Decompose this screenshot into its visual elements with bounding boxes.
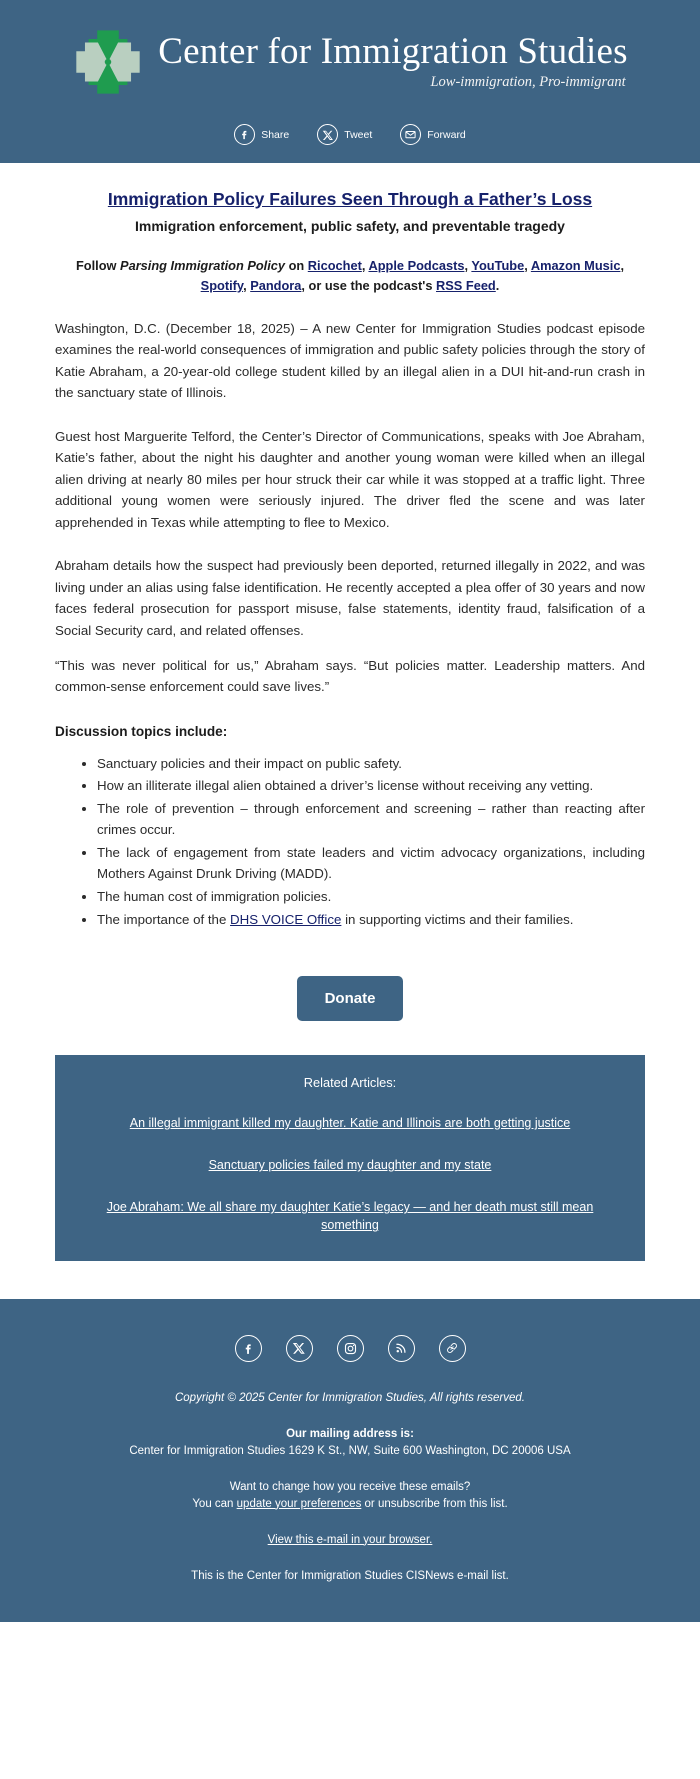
cis-compass-logo-icon [72,26,144,98]
update-preferences-link[interactable]: update your preferences [236,1497,362,1510]
related-article-link[interactable]: Joe Abraham: We all share my daughter Katie’s legacy — and her death must still mean something [106,1200,594,1233]
page-title[interactable]: Immigration Policy Failures Seen Through a Father’s Loss [107,189,593,209]
footer-social-row [40,1335,660,1362]
body-paragraph-2: Guest host Marguerite Telford, the Center’s Director of Communications, speaks with Joe Abraham, Katie’s father, about the night his daughter and another young woman were killed when an illegal alien driving at nearly 80 miles per hour struck their car while it was stopped at a traffic light. Three additional young women were seriously injured. The driver fled the scene and was later apprehended in Texas while attempting to flee to Mexico. [55,428,645,530]
follow-podcast-line: Follow Parsing Immigration Policy on Ricochet, Apple Podcasts, YouTube, Amazon Music, Spotify, Pandora, or use the podcast's RSS Feed. [75,257,625,293]
link-youtube[interactable]: YouTube [471,257,525,273]
share-facebook-link[interactable] [234,124,289,145]
brand-row [0,22,700,98]
link-spotify[interactable]: Spotify [200,277,244,293]
link-apple-podcasts[interactable]: Apple Podcasts [368,257,465,273]
page-subtitle: Immigration enforcement, public safety, and preventable tragedy [135,217,565,234]
link-ricochet[interactable]: Ricochet [307,257,362,273]
related-article-link[interactable]: Sanctuary policies failed my daughter and my state [208,1158,492,1173]
list-item [97,909,645,931]
donate-button-wrap [55,976,645,1021]
related-articles-box [55,1055,645,1261]
share-tweet-label: Tweet [344,128,373,141]
brand-tagline: Low-immigration, Pro-immigrant [430,74,626,91]
footer-preferences-line [40,1498,660,1510]
body-paragraph-3: Abraham details how the suspect had previously been deported, returned illegally in 2022, and was living under an alias using false identification. He recently accepted a plea offer of 30 years and now faces federal prosecution for passport misuse, false statements, identity fraud, falsification of a Social Security card, and related offenses. [55,558,645,638]
brand-text [158,30,628,92]
link-amazon-music[interactable]: Amazon Music [530,257,621,273]
footer-mailing-label: Our mailing address is: [286,1427,414,1440]
list-item: • The lack of engagement from state leaders and victim advocacy organizations, including Mothers Against Drunk Driving (MADD). [97,842,645,885]
rss-icon[interactable] [388,1335,415,1362]
facebook-icon[interactable] [235,1335,262,1362]
x-twitter-icon [317,124,338,145]
link-dhs-voice-office[interactable]: DHS VOICE Office [230,911,342,927]
footer-list-note: This is the Center for Immigration Studies CISNews e-mail list. [191,1569,509,1582]
instagram-icon[interactable] [337,1335,364,1362]
share-facebook-label: Share [261,128,290,141]
topic-text-before: The importance of the [97,911,231,927]
discussion-topics-list [55,753,645,930]
related-article-link[interactable]: An illegal immigrant killed my daughter. Katie and Illinois are both getting justice [129,1116,571,1131]
podcast-name: Parsing Immigration Policy [120,257,286,273]
link-icon[interactable] [439,1335,466,1362]
discussion-topics-heading: Discussion topics include: [55,723,228,739]
follow-middle: , or use the podcast's [301,277,437,293]
brand-title: Center for Immigration Studies [158,30,628,72]
body-paragraph-1: Washington, D.C. (December 18, 2025) – A new Center for Immigration Studies podcast episode examines the real-world consequences of immigration and public safety policies through the story of Katie Abraham, a 20-year-old college student killed by an illegal alien in a DUI hit-and-run crash in the sanctuary state of Illinois. [55,320,645,401]
email-header [0,0,700,163]
follow-suffix: . [495,277,500,293]
facebook-icon [234,124,255,145]
link-rss-feed[interactable]: RSS Feed [436,277,496,293]
share-forward-link[interactable] [400,124,466,145]
footer-view-browser-line [40,1534,660,1546]
topic-text-after: in supporting victims and their families. [341,911,574,927]
footer-mailing-address: Center for Immigration Studies 1629 K St., NW, Suite 600 Washington, DC 20006 USA [129,1444,571,1457]
email-body [0,189,700,1261]
list-item: • Sanctuary policies and their impact on public safety. [97,753,645,775]
share-tweet-link[interactable] [317,124,372,145]
prefs-suffix: or unsubscribe from this list. [361,1497,508,1510]
prefs-prefix: You can [192,1497,237,1510]
list-item: • How an illiterate illegal alien obtained a driver’s license without receiving any vetting. [97,775,645,797]
x-twitter-icon[interactable] [286,1335,313,1362]
donate-button[interactable]: Donate [297,976,404,1021]
footer-change-question: Want to change how you receive these emails? [229,1480,471,1493]
view-in-browser-link[interactable]: View this e-mail in your browser. [267,1533,433,1546]
footer-copyright: Copyright © 2025 Center for Immigration Studies, All rights reserved. [174,1391,525,1404]
body-paragraph-4: “This was never political for us,” Abraham says. “But policies matter. Leadership matters. And common-sense enforcement could save lives.” [55,657,645,695]
email-footer [0,1299,700,1622]
list-item: • The role of prevention – through enforcement and screening – rather than reacting after crimes occur. [97,798,645,841]
follow-prefix: Follow [75,257,121,273]
link-pandora[interactable]: Pandora [250,277,302,293]
envelope-icon [400,124,421,145]
share-forward-label: Forward [427,128,466,141]
related-articles-title: Related Articles: [303,1075,397,1091]
share-row [0,124,700,145]
follow-on: on [285,257,308,273]
list-item: • The human cost of immigration policies. [97,886,645,908]
